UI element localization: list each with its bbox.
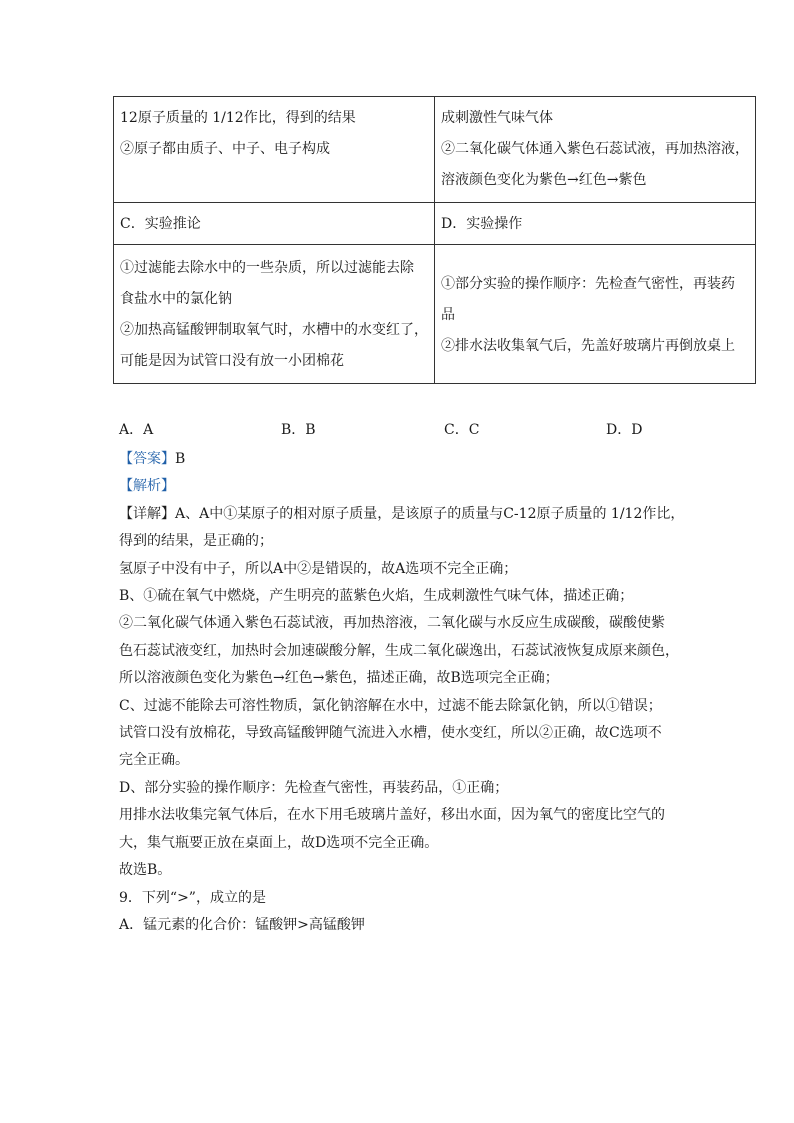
paragraph-line: 试管口没有放棉花，导致高锰酸钾随气流进入水槽，使水变红，所以②正确，故C选项不 bbox=[119, 725, 662, 742]
cell-line: ①部分实验的操作顺序：先检查气密性，再装药 bbox=[441, 275, 735, 292]
question-stem: 9．下列“>”，成立的是 bbox=[119, 889, 266, 906]
paragraph-line: 色石蕊试液变红，加热时会加速碳酸分解，生成二氧化碳逸出，石蕊试液恢复成原来颜色， bbox=[119, 642, 679, 659]
cell-line: ②排水法收集氧气后，先盖好玻璃片再倒放桌上 bbox=[441, 337, 735, 354]
table-cell-a-content bbox=[114, 97, 435, 203]
answer-tag: 【答案】 bbox=[119, 451, 175, 467]
cell-line: 品 bbox=[441, 306, 455, 323]
cell-line: ②加热高锰酸钾制取氧气时，水槽中的水变红了， bbox=[120, 322, 428, 338]
cell-line: ②二氧化碳气体通入紫色石蕊试液，再加热溶液， bbox=[441, 141, 749, 157]
paragraph-line: B、①硫在氧气中燃烧，产生明亮的蓝紫色火焰，生成刺激性气味气体，描述正确； bbox=[119, 588, 634, 605]
solution-text bbox=[119, 446, 749, 939]
paragraph-line: 故选B。 bbox=[119, 862, 172, 879]
question-option-a: A．锰元素的化合价：锰酸钾>高锰酸钾 bbox=[119, 916, 365, 933]
paragraph-line: C、过滤不能除去可溶性物质，氯化钠溶解在水中，过滤不能去除氯化钠，所以①错误； bbox=[119, 697, 662, 714]
answer-line bbox=[119, 446, 749, 473]
choice-d: D．D bbox=[606, 422, 643, 438]
cell-heading: D．实验操作 bbox=[441, 216, 523, 232]
detail-first-line: A、A中①某原子的相对原子质量，是该原子的质量与C-12原子质量的 1/12作比， bbox=[175, 505, 685, 522]
paragraph-line: 得到的结果，是正确的； bbox=[119, 533, 273, 550]
cell-heading: C．实验推论 bbox=[120, 216, 201, 232]
paragraph-line: 氢原子中没有中子，所以A中②是错误的，故A选项不完全正确； bbox=[119, 560, 518, 577]
choice-b: B．B bbox=[281, 422, 316, 438]
cell-line: ②原子都由质子、中子、电子构成 bbox=[120, 141, 330, 157]
detail-tag: 【详解】 bbox=[119, 505, 175, 522]
paragraph-line: 所以溶液颜色变化为紫色→红色→紫色，描述正确，故B选项完全正确； bbox=[119, 670, 559, 687]
answer-choices bbox=[119, 418, 759, 442]
table-row bbox=[114, 203, 756, 245]
paragraph-line: 大，集气瓶要正放在桌面上，故D选项不完全正确。 bbox=[119, 834, 439, 851]
cell-line: 12原子质量的 1/12作比，得到的结果 bbox=[120, 110, 356, 126]
paragraph-line: ②二氧化碳气体通入紫色石蕊试液，再加热溶液，二氧化碳与水反应生成碳酸，碳酸使紫 bbox=[119, 615, 665, 632]
cell-line: 可能是因为试管口没有放一小团棉花 bbox=[120, 353, 344, 369]
table-row bbox=[114, 245, 756, 384]
analysis-line bbox=[119, 473, 749, 500]
cell-line: 成刺激性气味气体 bbox=[441, 110, 553, 126]
cell-line: ①过滤能去除水中的一些杂质，所以过滤能去除 bbox=[120, 260, 414, 276]
table-row bbox=[114, 97, 756, 203]
table-cell-d-content bbox=[435, 245, 756, 384]
table-cell-c-content bbox=[114, 245, 435, 384]
paragraph-line: 完全正确。 bbox=[119, 752, 189, 769]
answer-value: B bbox=[175, 451, 186, 467]
table-header-c bbox=[114, 203, 435, 245]
table-header-d bbox=[435, 203, 756, 245]
table-cell-b-content bbox=[435, 97, 756, 203]
choice-a: A．A bbox=[119, 422, 154, 438]
comparison-table bbox=[113, 96, 756, 384]
paragraph-line: 用排水法收集完氧气体后，在水下用毛玻璃片盖好，移出水面，因为氧气的密度比空气的 bbox=[119, 807, 665, 824]
paragraph-line: D、部分实验的操作顺序：先检查气密性，再装药品，①正确； bbox=[119, 779, 509, 796]
cell-line: 溶液颜色变化为紫色→红色→紫色 bbox=[441, 172, 647, 188]
choice-c: C．C bbox=[444, 422, 480, 438]
detail-line bbox=[119, 501, 749, 528]
cell-line: 食盐水中的氯化钠 bbox=[120, 291, 232, 307]
analysis-tag: 【解析】 bbox=[119, 478, 175, 495]
